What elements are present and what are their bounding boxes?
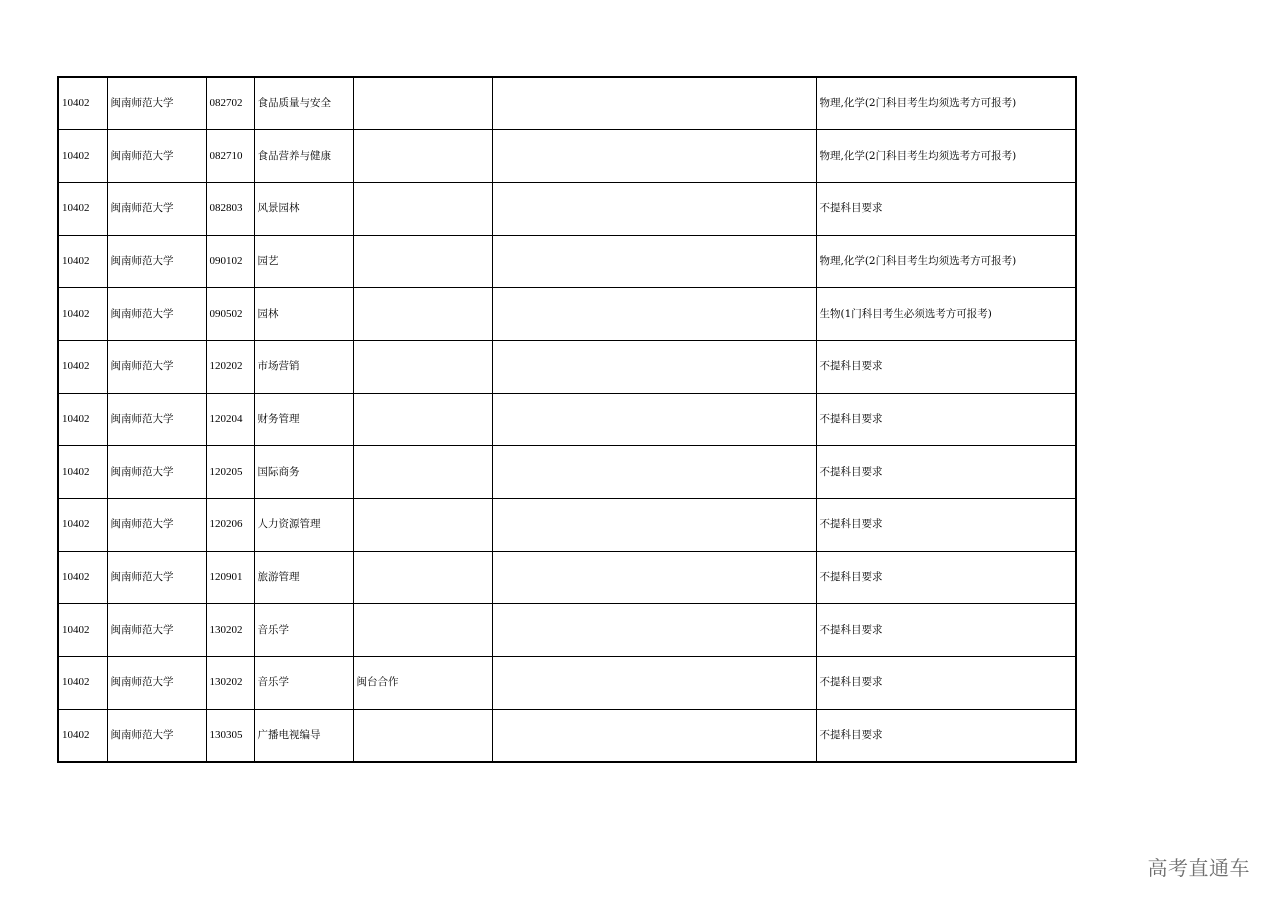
- subject-requirement-cell: 不提科目要求: [816, 657, 1076, 710]
- extra-cell: [492, 235, 816, 288]
- extra-cell: [492, 657, 816, 710]
- school-name-cell: 闽南师范大学: [107, 288, 206, 341]
- table-row: [58, 551, 1076, 604]
- major-name-cell: 园艺: [254, 235, 353, 288]
- note-cell: [353, 709, 492, 762]
- school-name-cell: 闽南师范大学: [107, 130, 206, 183]
- major-name-cell: 园林: [254, 288, 353, 341]
- extra-cell: [492, 604, 816, 657]
- note-cell: [353, 446, 492, 499]
- major-code-cell: 120204: [206, 393, 254, 446]
- subject-requirement-cell: 不提科目要求: [816, 393, 1076, 446]
- table-row: [58, 709, 1076, 762]
- extra-cell: [492, 551, 816, 604]
- major-name-cell: 食品营养与健康: [254, 130, 353, 183]
- major-name-cell: 音乐学: [254, 657, 353, 710]
- table-row: [58, 340, 1076, 393]
- subject-requirement-cell: 物理,化学(2门科目考生均须选考方可报考): [816, 235, 1076, 288]
- note-cell: [353, 77, 492, 130]
- extra-cell: [492, 288, 816, 341]
- admission-requirements-table: [57, 76, 1077, 763]
- school-name-cell: 闽南师范大学: [107, 446, 206, 499]
- school-code-cell: 10402: [58, 709, 107, 762]
- school-name-cell: 闽南师范大学: [107, 604, 206, 657]
- major-code-cell: 130202: [206, 604, 254, 657]
- major-code-cell: 120205: [206, 446, 254, 499]
- note-cell: [353, 340, 492, 393]
- school-name-cell: 闽南师范大学: [107, 235, 206, 288]
- extra-cell: [492, 393, 816, 446]
- school-code-cell: 10402: [58, 446, 107, 499]
- note-cell: [353, 393, 492, 446]
- school-name-cell: 闽南师范大学: [107, 340, 206, 393]
- subject-requirement-cell: 物理,化学(2门科目考生均须选考方可报考): [816, 77, 1076, 130]
- note-cell: [353, 288, 492, 341]
- school-code-cell: 10402: [58, 130, 107, 183]
- subject-requirement-cell: 不提科目要求: [816, 709, 1076, 762]
- school-code-cell: 10402: [58, 604, 107, 657]
- table-row: [58, 235, 1076, 288]
- note-cell: 闽台合作: [353, 657, 492, 710]
- major-code-cell: 090102: [206, 235, 254, 288]
- subject-requirement-cell: 不提科目要求: [816, 499, 1076, 552]
- table-row: [58, 393, 1076, 446]
- subject-requirement-cell: 物理,化学(2门科目考生均须选考方可报考): [816, 130, 1076, 183]
- major-code-cell: 090502: [206, 288, 254, 341]
- school-code-cell: 10402: [58, 499, 107, 552]
- major-name-cell: 食品质量与安全: [254, 77, 353, 130]
- table-row: [58, 77, 1076, 130]
- note-cell: [353, 182, 492, 235]
- major-code-cell: 120206: [206, 499, 254, 552]
- note-cell: [353, 499, 492, 552]
- major-name-cell: 人力资源管理: [254, 499, 353, 552]
- table-body: [58, 77, 1076, 762]
- major-code-cell: 130305: [206, 709, 254, 762]
- major-name-cell: 音乐学: [254, 604, 353, 657]
- major-code-cell: 082803: [206, 182, 254, 235]
- subject-requirement-cell: 不提科目要求: [816, 182, 1076, 235]
- school-code-cell: 10402: [58, 657, 107, 710]
- table-row: [58, 182, 1076, 235]
- extra-cell: [492, 182, 816, 235]
- major-name-cell: 广播电视编导: [254, 709, 353, 762]
- school-code-cell: 10402: [58, 551, 107, 604]
- table-row: [58, 130, 1076, 183]
- subject-requirement-cell: 不提科目要求: [816, 446, 1076, 499]
- school-name-cell: 闽南师范大学: [107, 499, 206, 552]
- school-code-cell: 10402: [58, 182, 107, 235]
- school-code-cell: 10402: [58, 77, 107, 130]
- subject-requirement-cell: 不提科目要求: [816, 604, 1076, 657]
- extra-cell: [492, 499, 816, 552]
- table-row: [58, 446, 1076, 499]
- major-name-cell: 风景园林: [254, 182, 353, 235]
- extra-cell: [492, 446, 816, 499]
- school-code-cell: 10402: [58, 235, 107, 288]
- major-name-cell: 国际商务: [254, 446, 353, 499]
- watermark-text: 高考直通车: [1147, 856, 1250, 880]
- major-code-cell: 120901: [206, 551, 254, 604]
- extra-cell: [492, 709, 816, 762]
- major-name-cell: 市场营销: [254, 340, 353, 393]
- extra-cell: [492, 130, 816, 183]
- major-name-cell: 旅游管理: [254, 551, 353, 604]
- subject-requirement-cell: 生物(1门科目考生必须选考方可报考): [816, 288, 1076, 341]
- table-row: [58, 288, 1076, 341]
- major-code-cell: 130202: [206, 657, 254, 710]
- major-code-cell: 082702: [206, 77, 254, 130]
- school-code-cell: 10402: [58, 288, 107, 341]
- extra-cell: [492, 77, 816, 130]
- school-name-cell: 闽南师范大学: [107, 551, 206, 604]
- table-row: [58, 657, 1076, 710]
- note-cell: [353, 604, 492, 657]
- school-name-cell: 闽南师范大学: [107, 657, 206, 710]
- table-row: [58, 604, 1076, 657]
- note-cell: [353, 130, 492, 183]
- note-cell: [353, 235, 492, 288]
- school-name-cell: 闽南师范大学: [107, 182, 206, 235]
- extra-cell: [492, 340, 816, 393]
- school-name-cell: 闽南师范大学: [107, 709, 206, 762]
- subject-requirement-cell: 不提科目要求: [816, 340, 1076, 393]
- school-code-cell: 10402: [58, 393, 107, 446]
- note-cell: [353, 551, 492, 604]
- school-name-cell: 闽南师范大学: [107, 393, 206, 446]
- major-code-cell: 082710: [206, 130, 254, 183]
- major-name-cell: 财务管理: [254, 393, 353, 446]
- school-name-cell: 闽南师范大学: [107, 77, 206, 130]
- table-row: [58, 499, 1076, 552]
- school-code-cell: 10402: [58, 340, 107, 393]
- major-code-cell: 120202: [206, 340, 254, 393]
- subject-requirement-cell: 不提科目要求: [816, 551, 1076, 604]
